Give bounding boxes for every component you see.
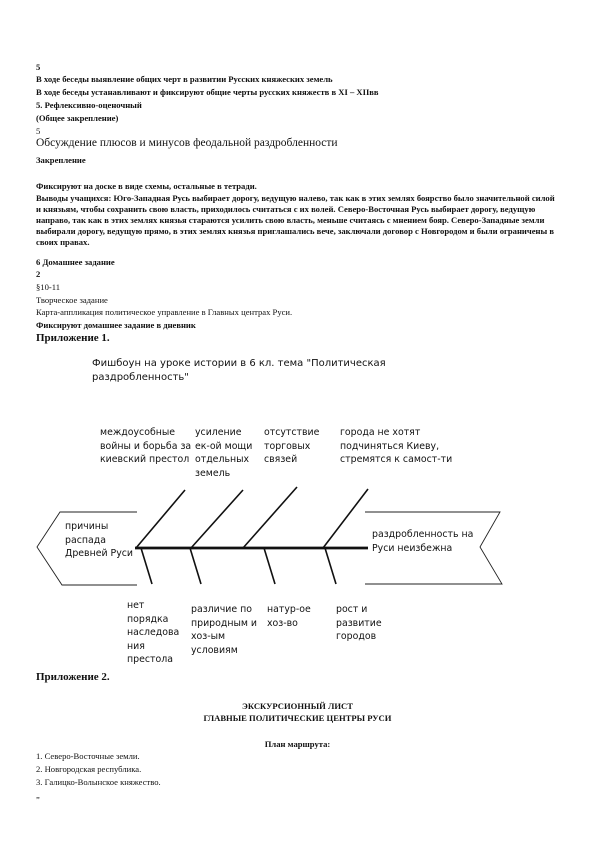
text-line: Фиксируют домашнее задание в дневник <box>36 320 196 330</box>
top-cause-4: города не хотят подчиняться Киеву, стремятся к самост-ти <box>340 427 453 465</box>
conclusion-paragraph: Выводы учащихся: Юго-Западная Русь выбирает дорогу, ведущую налево, так как в этих землях боярство было значительной силой и князьям, чтобы сохранить свою власть, приходилось считаться с их волей. Северо-Восточная Русь выбирает дорогу, ведущую направо, так как в этих землях князья стараются усилить свою власть, меньше считаясь с мнением бояр. Северо-Западные земли выбирали дорогу, ведущую прямо, в этих землях князья приглашались вече, заключали договор с Новгородом и были ограничены в своих правах. <box>36 193 555 247</box>
top-cause-1: междоусобные войны и борьба за киевский престол <box>100 427 192 465</box>
bottom-cause-1: нет порядка наследова ния престола <box>127 600 180 665</box>
top-bone-4 <box>323 489 368 548</box>
text-line: Фиксируют на доске в виде схемы, остальные в тетради. <box>36 181 257 191</box>
stage-title: 5. Рефлексивно-оценочный <box>36 100 142 110</box>
top-cause-3: отсутствие торговых связей <box>264 427 320 465</box>
appendix-1-heading: Приложение 1. <box>36 332 110 344</box>
top-bone-3 <box>243 487 297 548</box>
section-heading: Обсуждение плюсов и минусов феодальной раздробленности <box>36 137 338 149</box>
text-line: В ходе беседы устанавливают и фиксируют общие черты русских княжеств в XI – XIIвв <box>36 87 379 97</box>
top-cause-2: усиление ек-ой мощи отдельных земель <box>195 427 253 479</box>
appendix-2-heading: Приложение 2. <box>36 671 110 683</box>
sheet-title: ЭКСКУРСИОННЫЙ ЛИСТ <box>241 701 353 711</box>
bottom-bone-1 <box>141 548 152 584</box>
text-line: В ходе беседы выявление общих черт в развитии Русских княжеских земель <box>36 74 333 84</box>
bottom-cause-2: различие по природным и хоз-ым условиям <box>191 604 258 656</box>
bottom-bone-3 <box>264 548 275 584</box>
text-line: §10-11 <box>36 282 61 292</box>
text-line: Карта-аппликация политическое управление в Главных центрах Руси. <box>36 307 293 317</box>
text-line: Закрепление <box>36 155 86 165</box>
bottom-cause-4: рост и развитие городов <box>336 604 382 642</box>
bottom-bone-4 <box>325 548 336 584</box>
route-item: 3. Галицко-Волынское княжество. <box>36 777 161 787</box>
bottom-cause-3: натур-ое хоз-во <box>267 604 311 629</box>
fish-tail-label: раздробленность на Руси неизбежна <box>372 529 474 554</box>
route-item: 2. Новгородская республика. <box>36 764 142 774</box>
fish-head-label: причины распада Древней Руси <box>65 521 133 559</box>
sheet-subtitle: ГЛАВНЫЕ ПОЛИТИЧЕСКИЕ ЦЕНТРЫ РУСИ <box>203 713 392 723</box>
route-item: 1. Северо-Восточные земли. <box>36 751 140 761</box>
quote-mark: „ <box>36 790 40 800</box>
step-number: 5 <box>36 126 41 136</box>
top-bone-2 <box>191 490 243 548</box>
text-line: Творческое задание <box>36 295 108 305</box>
bottom-bone-2 <box>190 548 201 584</box>
step-number: 2 <box>36 269 41 279</box>
text-line: 6 Домашнее задание <box>36 257 115 267</box>
route-plan-heading: План маршрута: <box>264 739 331 749</box>
diagram-title: Фишбоун на уроке истории в 6 кл. тема "Политическая раздробленность" <box>92 358 386 383</box>
step-number: 5 <box>36 62 41 72</box>
text-line: (Общее закрепление) <box>36 113 119 123</box>
top-bone-1 <box>136 490 185 548</box>
